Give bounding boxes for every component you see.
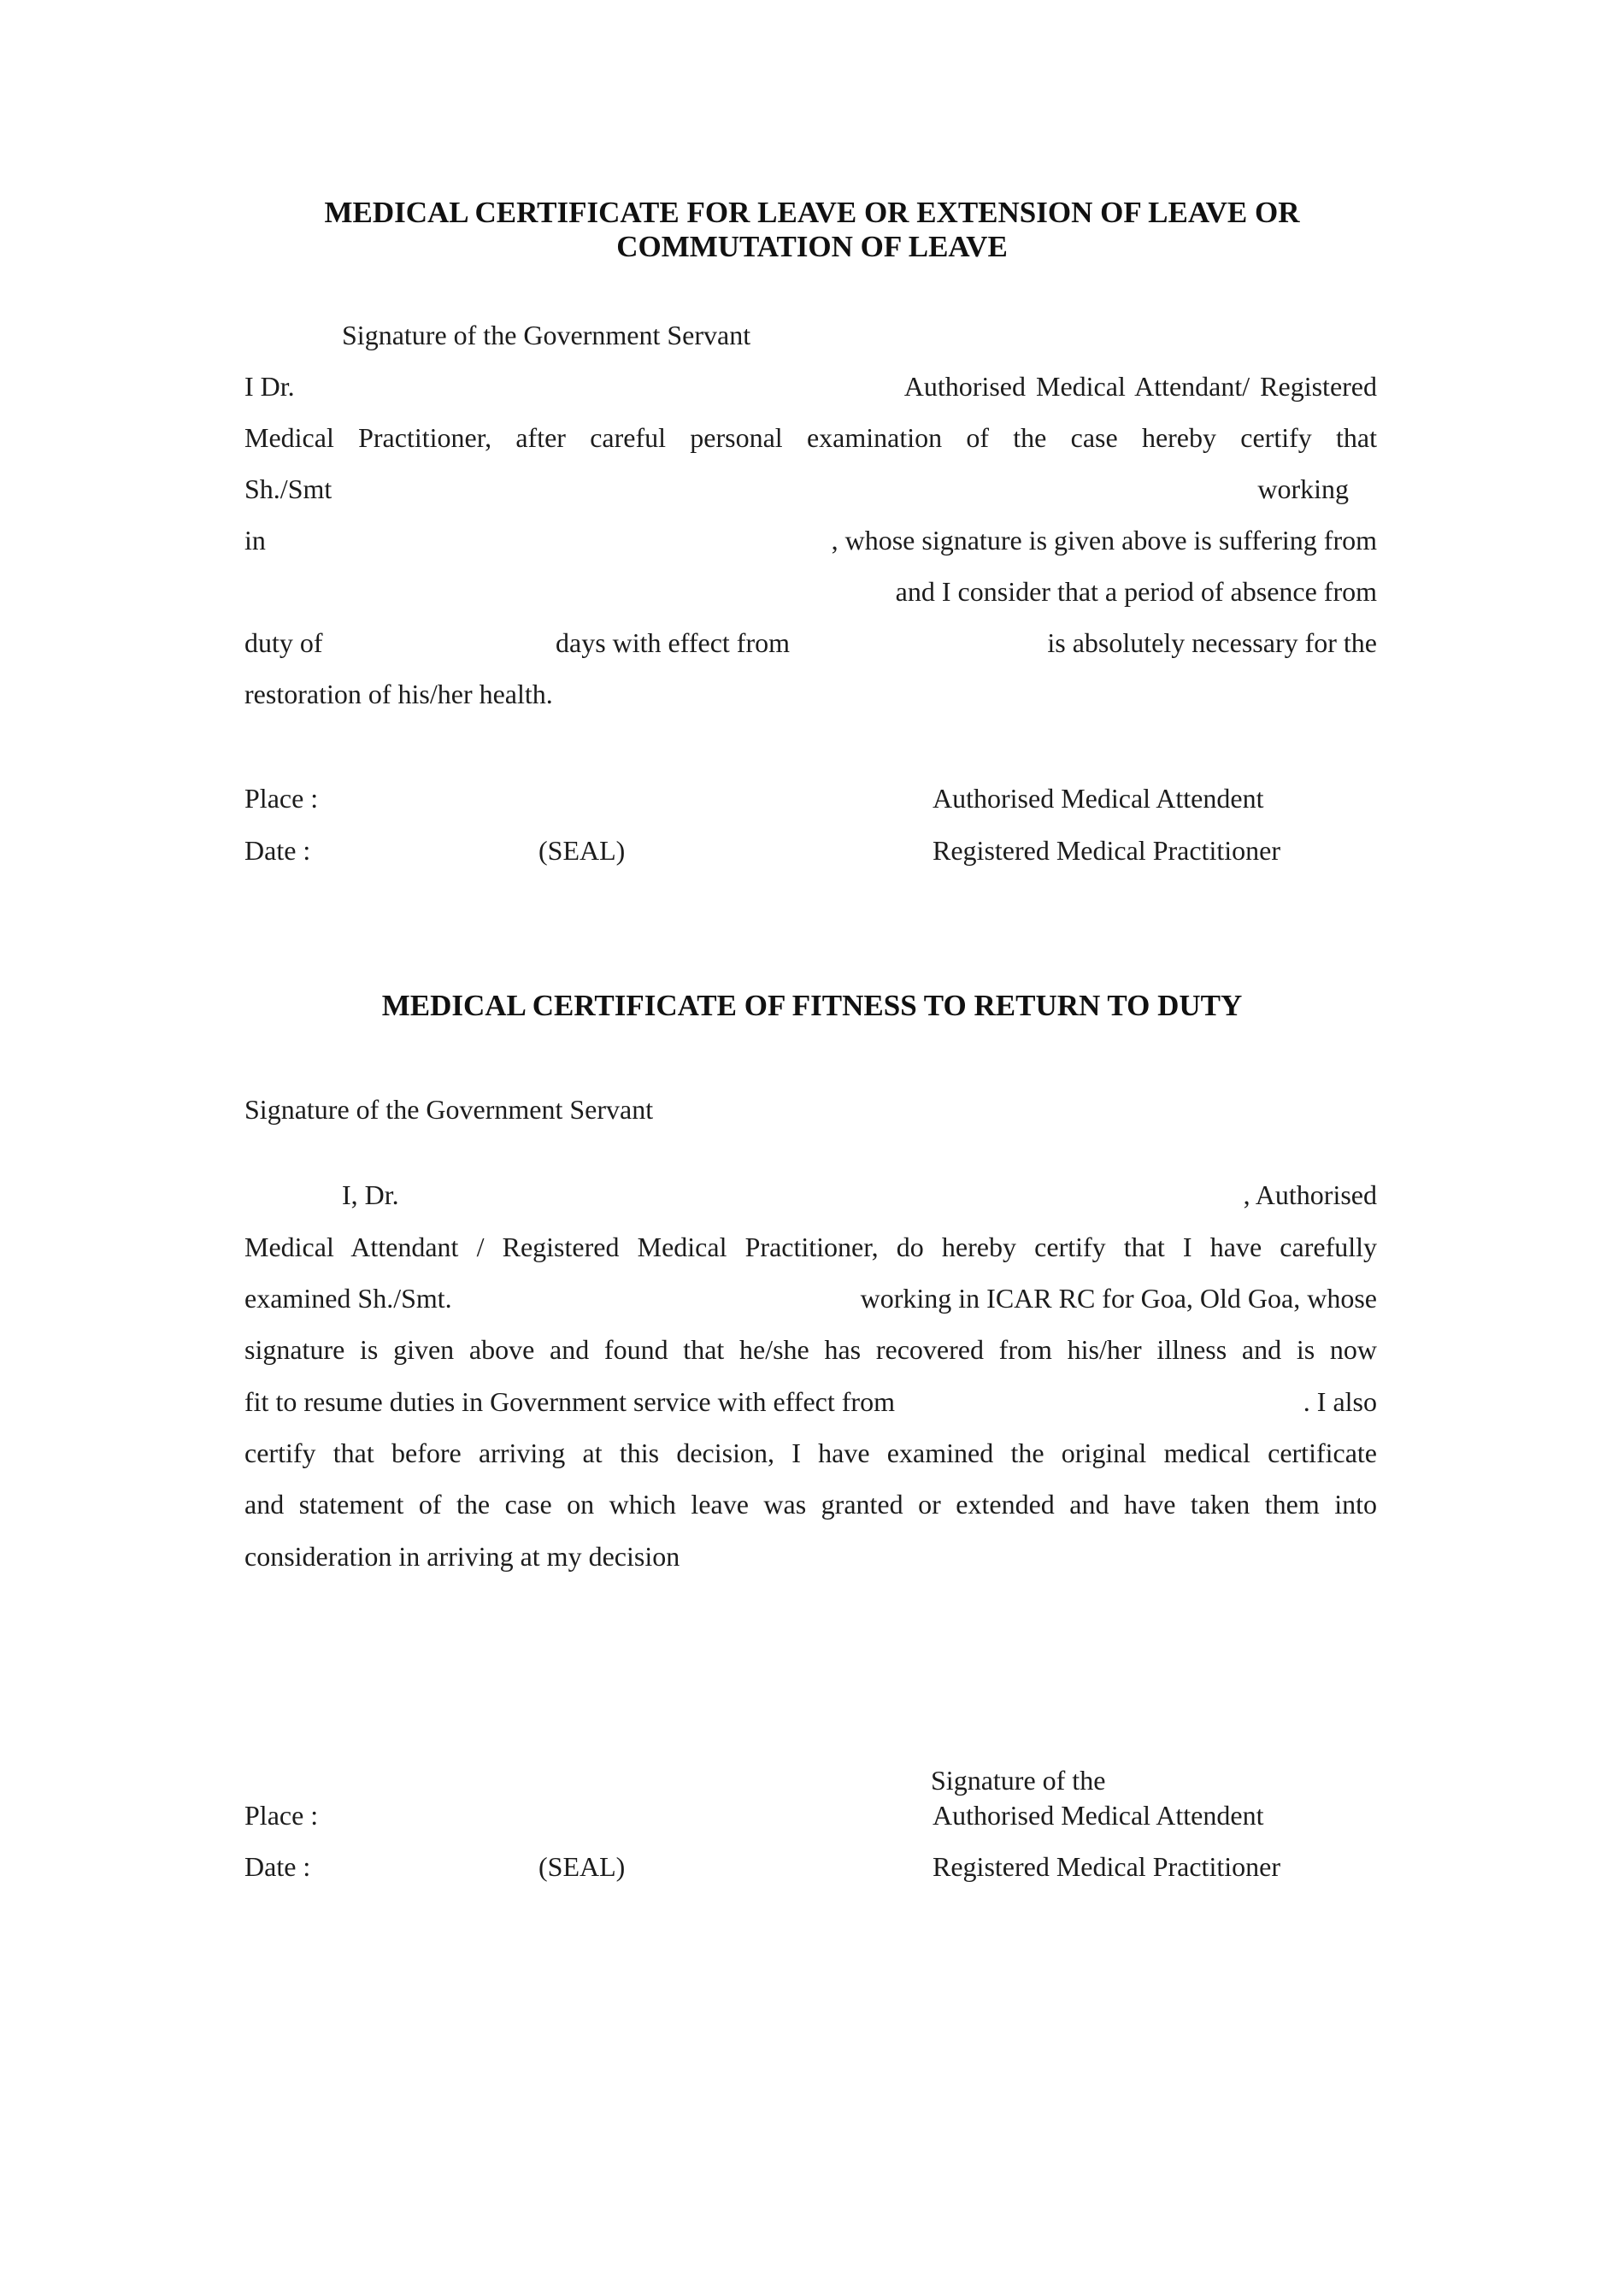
fitness-government-servant-signature-label: Signature of the Government Servant: [244, 1094, 654, 1125]
recovered-text: signature is given above and found that he/she has recovered from his/her illness and is now: [244, 1334, 1377, 1365]
statement-text: and statement of the case on which leave was granted or extended and have taken them into: [244, 1489, 1377, 1520]
fitness-authorised-text: , Authorised: [1243, 1179, 1377, 1210]
fitness-place-label: Place :: [244, 1800, 319, 1831]
place-label: Place :: [244, 783, 319, 814]
leave-certificate-title-line2: COMMUTATION OF LEAVE: [616, 230, 1008, 263]
fitness-certify-line: [244, 1230, 1377, 1264]
fitness-authorised-attendant-label: Authorised Medical Attendent: [933, 1800, 1264, 1831]
doctor-name-prefix: I Dr.: [244, 371, 295, 402]
resume-duties-text: fit to resume duties in Government service with effect from: [244, 1386, 895, 1417]
government-servant-signature-label: Signature of the Government Servant: [342, 320, 751, 350]
duty-of-label: duty of: [244, 627, 323, 658]
date-label: Date :: [244, 835, 311, 866]
days-effect-from-label: days with effect from: [556, 627, 790, 658]
attendant-registered-text: Authorised Medical Attendant/ Registered: [903, 371, 1377, 402]
in-label: in: [244, 525, 266, 556]
working-label: working: [1257, 473, 1349, 504]
fitness-date-label: Date :: [244, 1851, 311, 1882]
certify-line: [244, 420, 1377, 455]
fitness-doctor-name-prefix: I, Dr.: [342, 1179, 399, 1210]
certify-text: Medical Practitioner, after careful personal examination of the case hereby certify that: [244, 422, 1377, 453]
suffering-from-text: , whose signature is given above is suffering from: [831, 525, 1377, 556]
seal-label: (SEAL): [538, 835, 626, 866]
working-icar-text: working in ICAR RC for Goa, Old Goa, whose: [860, 1283, 1377, 1314]
restoration-text: restoration of his/her health.: [244, 679, 553, 709]
necessary-text: is absolutely necessary for the: [1047, 627, 1377, 658]
statement-line: [244, 1487, 1377, 1521]
shri-smt-label: Sh./Smt: [244, 473, 332, 504]
fitness-certificate-title: MEDICAL CERTIFICATE OF FITNESS TO RETURN TO DUTY: [381, 989, 1243, 1022]
decision-line: [244, 1436, 1377, 1470]
fitness-seal-label: (SEAL): [538, 1851, 626, 1882]
consideration-text: consideration in arriving at my decision: [244, 1541, 680, 1572]
leave-certificate-title-line1: MEDICAL CERTIFICATE FOR LEAVE OR EXTENSION OF LEAVE OR: [324, 196, 1300, 229]
fitness-certify-text: Medical Attendant / Registered Medical Practitioner, do hereby certify that I have carefully: [244, 1232, 1377, 1262]
fitness-registered-practitioner-label: Registered Medical Practitioner: [933, 1851, 1280, 1882]
decision-text: certify that before arriving at this decision, I have examined the original medical certificate: [244, 1438, 1377, 1468]
i-also-text: . I also: [1303, 1386, 1377, 1417]
absence-text: and I consider that a period of absence from: [895, 576, 1377, 607]
recovered-line: [244, 1332, 1377, 1367]
registered-practitioner-label: Registered Medical Practitioner: [933, 835, 1280, 866]
examined-label: examined Sh./Smt.: [244, 1283, 452, 1314]
signature-of-the-label: Signature of the: [931, 1765, 1106, 1796]
authorised-attendant-label: Authorised Medical Attendent: [933, 783, 1264, 814]
